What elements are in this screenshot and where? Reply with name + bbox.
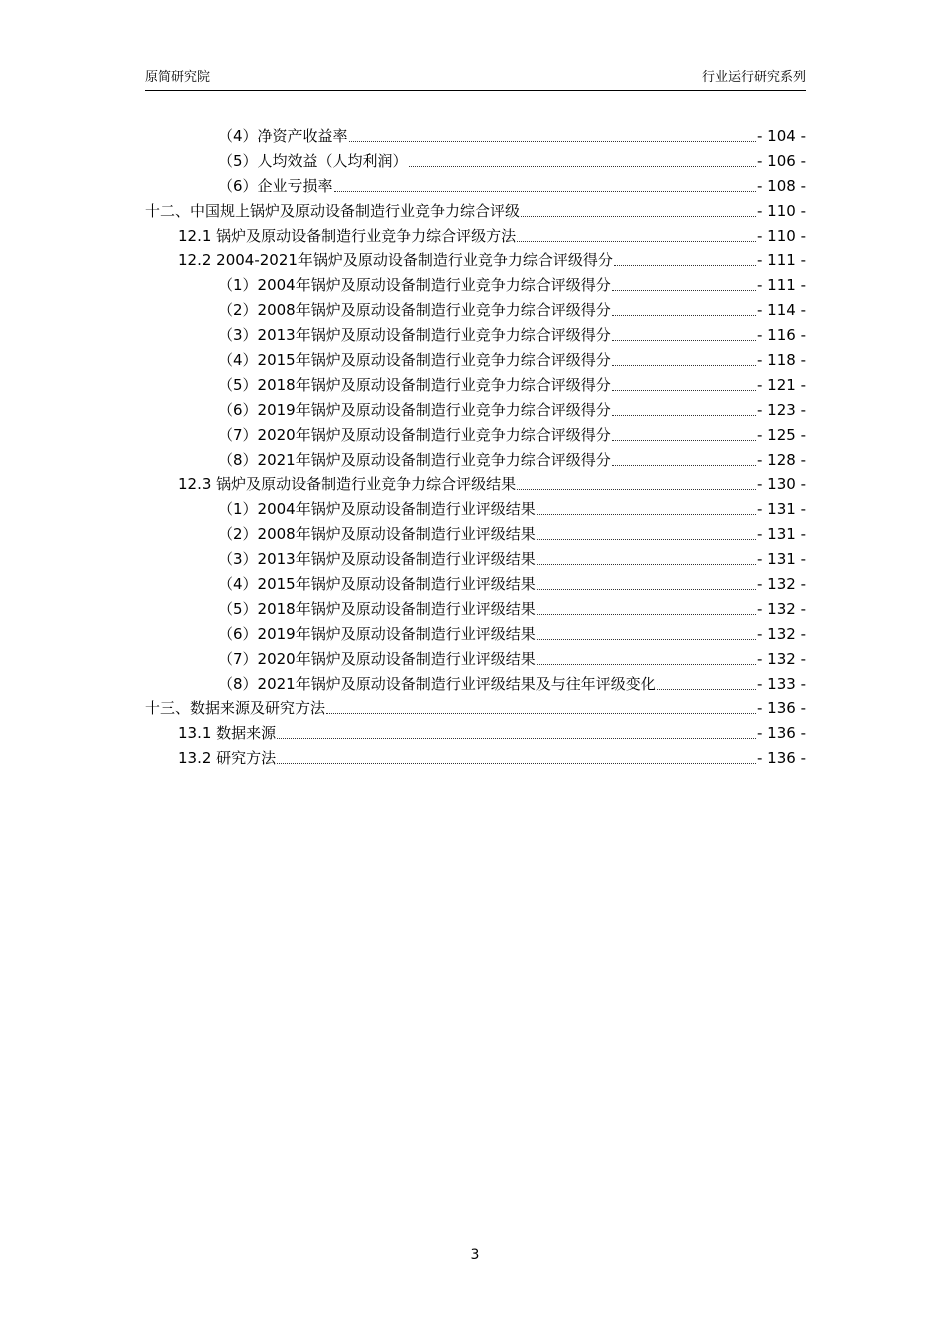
toc-entry-title: （3）2013年锅炉及原动设备制造行业竞争力综合评级得分 — [218, 326, 611, 345]
toc-entry-title: 13.1 数据来源 — [178, 724, 277, 743]
toc-dot-leader — [537, 514, 756, 515]
toc-entry-title: （6）2019年锅炉及原动设备制造行业竞争力综合评级得分 — [218, 400, 611, 419]
toc-entry[interactable] — [145, 721, 806, 746]
toc-entry[interactable] — [145, 597, 806, 622]
toc-entry-title: （4）2015年锅炉及原动设备制造行业竞争力综合评级得分 — [218, 351, 611, 370]
toc-dot-leader — [326, 713, 756, 714]
toc-entry[interactable] — [145, 696, 806, 721]
toc-entry-page: - 106 - — [757, 151, 806, 170]
table-of-contents — [145, 124, 806, 771]
toc-entry-page: - 132 - — [757, 599, 806, 618]
toc-entry[interactable] — [145, 472, 806, 497]
toc-dot-leader — [537, 564, 756, 565]
toc-entry-page: - 132 - — [757, 624, 806, 643]
toc-entry-title: （5）2018年锅炉及原动设备制造行业评级结果 — [218, 599, 536, 618]
toc-entry-page: - 116 - — [757, 326, 806, 345]
toc-dot-leader — [537, 539, 756, 540]
toc-entry-title: 12.1 锅炉及原动设备制造行业竞争力综合评级方法 — [178, 226, 517, 245]
toc-dot-leader — [657, 689, 756, 690]
toc-entry[interactable] — [145, 373, 806, 398]
toc-dot-leader — [517, 241, 756, 242]
toc-entry-page: - 111 - — [757, 251, 806, 270]
toc-entry-title: 12.2 2004-2021年锅炉及原动设备制造行业竞争力综合评级得分 — [178, 251, 613, 270]
toc-entry-page: - 110 - — [757, 226, 806, 245]
toc-entry[interactable] — [145, 622, 806, 647]
toc-entry-title: （4）净资产收益率 — [218, 127, 348, 145]
toc-entry-title: 12.3 锅炉及原动设备制造行业竞争力综合评级结果 — [178, 475, 517, 494]
toc-dot-leader — [612, 290, 756, 291]
toc-dot-leader — [612, 465, 756, 466]
toc-entry-page: - 111 - — [757, 276, 806, 295]
toc-entry-title: （2）2008年锅炉及原动设备制造行业评级结果 — [218, 525, 536, 544]
toc-entry-title: （2）2008年锅炉及原动设备制造行业竞争力综合评级得分 — [218, 301, 611, 320]
toc-dot-leader — [612, 315, 756, 316]
page-number: 3 — [470, 1247, 480, 1263]
toc-dot-leader — [349, 141, 756, 142]
toc-entry[interactable] — [145, 174, 806, 199]
toc-entry[interactable] — [145, 199, 806, 224]
toc-entry[interactable] — [145, 746, 806, 771]
toc-dot-leader — [517, 489, 756, 490]
toc-entry-title: （1）2004年锅炉及原动设备制造行业评级结果 — [218, 500, 536, 519]
toc-entry-page: - 128 - — [757, 450, 806, 469]
toc-dot-leader — [612, 440, 756, 441]
toc-entry-page: - 132 - — [757, 649, 806, 668]
toc-dot-leader — [521, 216, 756, 217]
toc-dot-leader — [277, 738, 756, 739]
toc-dot-leader — [334, 191, 756, 192]
toc-dot-leader — [612, 390, 756, 391]
toc-entry[interactable] — [145, 149, 806, 174]
toc-dot-leader — [409, 166, 756, 167]
toc-entry-title: 十二、中国规上锅炉及原动设备制造行业竞争力综合评级 — [145, 201, 521, 220]
toc-entry-title: （7）2020年锅炉及原动设备制造行业评级结果 — [218, 649, 536, 668]
header-series-title: 行业运行研究系列 — [701, 70, 806, 85]
toc-entry-page: - 136 - — [757, 699, 806, 718]
toc-entry[interactable] — [145, 672, 806, 697]
toc-dot-leader — [537, 614, 756, 615]
toc-entry[interactable] — [145, 448, 806, 473]
toc-entry-title: （4）2015年锅炉及原动设备制造行业评级结果 — [218, 575, 536, 594]
toc-entry[interactable] — [145, 224, 806, 249]
toc-entry-page: - 132 - — [757, 575, 806, 594]
toc-dot-leader — [612, 415, 756, 416]
toc-entry[interactable] — [145, 124, 806, 149]
toc-entry-page: - 133 - — [757, 674, 806, 693]
toc-entry[interactable] — [145, 572, 806, 597]
toc-entry[interactable] — [145, 547, 806, 572]
toc-dot-leader — [614, 265, 756, 266]
toc-entry-title: （7）2020年锅炉及原动设备制造行业竞争力综合评级得分 — [218, 425, 611, 444]
toc-entry-page: - 131 - — [757, 500, 806, 519]
toc-entry-page: - 125 - — [757, 425, 806, 444]
toc-dot-leader — [537, 589, 756, 590]
toc-dot-leader — [277, 763, 756, 764]
toc-entry-page: - 136 - — [757, 749, 806, 768]
toc-entry-title: （1）2004年锅炉及原动设备制造行业竞争力综合评级得分 — [218, 276, 611, 295]
toc-dot-leader — [612, 340, 756, 341]
toc-entry-title: 十三、数据来源及研究方法 — [145, 699, 326, 718]
toc-entry-page: - 104 - — [757, 127, 806, 145]
toc-entry-title: （5）2018年锅炉及原动设备制造行业竞争力综合评级得分 — [218, 375, 611, 394]
toc-entry[interactable] — [145, 248, 806, 273]
toc-entry-page: - 110 - — [757, 201, 806, 220]
toc-entry-page: - 114 - — [757, 301, 806, 320]
toc-entry-title: 13.2 研究方法 — [178, 749, 277, 768]
toc-entry-page: - 121 - — [757, 375, 806, 394]
header-org-name: 原简研究院 — [145, 70, 211, 85]
toc-entry-title: （8）2021年锅炉及原动设备制造行业竞争力综合评级得分 — [218, 450, 611, 469]
toc-entry-page: - 131 - — [757, 525, 806, 544]
toc-entry[interactable] — [145, 647, 806, 672]
toc-entry[interactable] — [145, 522, 806, 547]
toc-entry-page: - 131 - — [757, 550, 806, 569]
toc-dot-leader — [537, 639, 756, 640]
toc-entry-title: （6）2019年锅炉及原动设备制造行业评级结果 — [218, 624, 536, 643]
toc-entry[interactable] — [145, 298, 806, 323]
toc-entry-page: - 123 - — [757, 400, 806, 419]
toc-entry[interactable] — [145, 273, 806, 298]
toc-entry-title: （6）企业亏损率 — [218, 176, 333, 195]
toc-entry-title: （5）人均效益（人均利润） — [218, 151, 408, 170]
toc-dot-leader — [612, 365, 756, 366]
toc-entry[interactable] — [145, 497, 806, 522]
toc-entry-page: - 118 - — [757, 351, 806, 370]
toc-entry[interactable] — [145, 423, 806, 448]
toc-entry-title: （8）2021年锅炉及原动设备制造行业评级结果及与往年评级变化 — [218, 674, 656, 693]
toc-entry[interactable] — [145, 348, 806, 373]
toc-entry[interactable] — [145, 323, 806, 348]
toc-dot-leader — [537, 664, 756, 665]
page-header — [145, 66, 806, 91]
toc-entry[interactable] — [145, 398, 806, 423]
toc-entry-title: （3）2013年锅炉及原动设备制造行业评级结果 — [218, 550, 536, 569]
toc-entry-page: - 108 - — [757, 176, 806, 195]
toc-entry-page: - 130 - — [757, 475, 806, 494]
toc-entry-page: - 136 - — [757, 724, 806, 743]
